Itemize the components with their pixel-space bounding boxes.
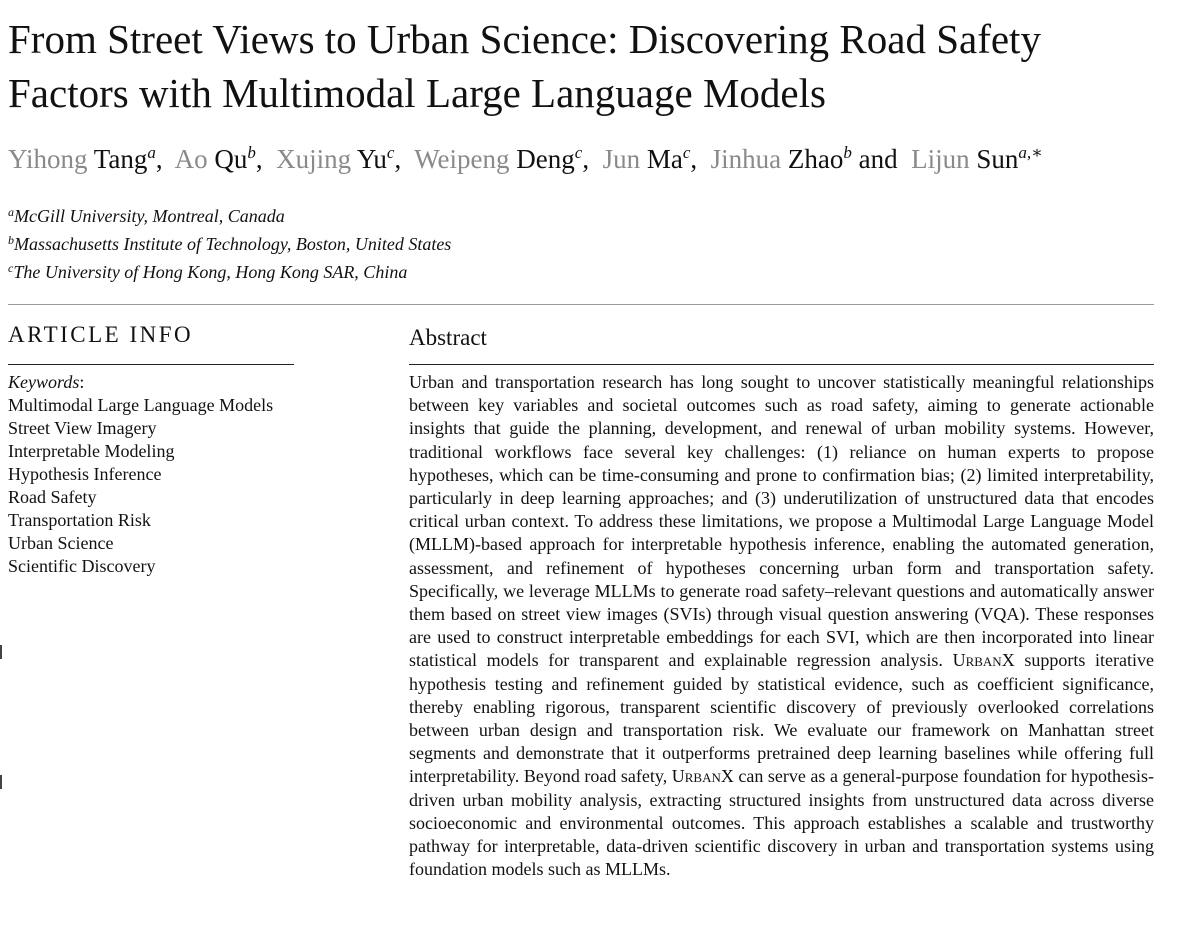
keyword-item: Scientific Discovery [8, 556, 156, 576]
affiliation-text: McGill University, Montreal, Canada [14, 206, 285, 226]
margin-mark [0, 775, 2, 789]
author-6 [711, 144, 852, 174]
affiliation-marker: b [247, 143, 256, 162]
author-separator: , [394, 144, 402, 174]
article-info-divider [8, 364, 294, 365]
keywords-section [8, 371, 388, 578]
author-given-name: Weipeng [414, 144, 510, 174]
author-given-name: Jinhua [710, 144, 782, 174]
affiliation-item [8, 202, 708, 230]
article-info-heading: ARTICLE INFO [8, 322, 194, 347]
affiliation-mark: b [8, 233, 14, 247]
abstract-body [409, 371, 1154, 881]
header-divider [8, 304, 1154, 305]
author-family-name: Zhao [787, 144, 844, 174]
author-family-name: Ma [646, 144, 683, 174]
author-separator: , [582, 144, 590, 174]
abstract-text-part-3: can serve as a general-purpose foundation for hypothesis-driven urban mobility analysis, extracting structured insights from unstructured data across diverse socioeconomic and environmental outcomes. This approach establishes a scalable and trustworthy pathway for interpretable, data-driven scientific discovery in urban and transportation systems using foundation models such as MLLMs. [409, 766, 1154, 880]
author-4 [414, 144, 582, 174]
author-5 [603, 144, 691, 174]
author-separator: , [690, 144, 698, 174]
affiliation-marker: b [843, 143, 852, 162]
author-1 [8, 144, 156, 174]
author-given-name: Lijun [911, 144, 970, 174]
affiliation-item [8, 230, 708, 258]
keyword-item: Multimodal Large Language Models [8, 395, 274, 415]
author-3 [276, 144, 394, 174]
author-family-name: Qu [214, 144, 248, 174]
margin-mark [0, 645, 2, 659]
keyword-item: Street View Imagery [8, 418, 157, 438]
affiliation-marker: c [386, 143, 395, 162]
author-family-name: Yu [356, 144, 387, 174]
affiliation-text: Massachusetts Institute of Technology, Boston, United States [14, 234, 452, 254]
author-given-name: Xujing [276, 144, 352, 174]
keywords-list [8, 394, 388, 578]
keyword-item: Interpretable Modeling [8, 441, 175, 461]
keyword-item: Urban Science [8, 533, 114, 553]
abstract-text-part-2: supports iterative hypothesis testing and refinement guided by statistical evidence, such as coefficient significance, thereby enabling rigorous, transparent scientific discovery of previously overlooked correlations between urban design and transportation risk. We evaluate our framework on Manhattan street segments and demonstrate that it outperforms pretrained deep learning baselines while offering full interpretability. Beyond road safety, [409, 650, 1154, 787]
affiliation-marker: c [682, 143, 691, 162]
system-name: UrbanX [671, 766, 734, 787]
affiliation-marker: a,∗ [1018, 143, 1043, 162]
author-7 [911, 144, 1043, 174]
abstract-text-part-1: Urban and transportation research has long sought to uncover statistically meaningful relationships between key variables and societal outcomes such as road safety, aiming to generate actionable insights that guide the planning, development, and renewal of urban mobility systems. However, traditional workflows face several key challenges: (1) reliance on human experts to propose hypotheses, which can be time-consuming and prone to confirmation bias; (2) limited interpretability, particularly in deep learning approaches; and (3) underutilization of unstructured data that encodes critical urban context. To address these limitations, we propose a Multimodal Large Language Model (MLLM)-based approach for interpretable hypothesis inference, enabling the automated generation, assessment, and refinement of hypotheses concerning urban form and transportation safety. Specifically, we leverage MLLMs to generate road safety–relevant questions and automatically answer them based on street view images (SVIs) through visual question answering (VQA). These responses are used to construct interpretable embeddings for each SVI, which are then incorporated into linear statistical models for transparent and explainable regression analysis. [409, 372, 1154, 671]
author-family-name: Tang [93, 144, 148, 174]
affiliation-mark: c [8, 261, 14, 275]
affiliation-marker: c [574, 143, 583, 162]
affiliation-mark: a [8, 205, 14, 219]
affiliation-text: The University of Hong Kong, Hong Kong SAR, China [13, 262, 408, 282]
abstract-heading: Abstract [409, 325, 487, 350]
keywords-label-row [8, 371, 388, 394]
author-conjunction: and [858, 144, 898, 174]
keyword-item: Road Safety [8, 487, 97, 507]
paper-title: From Street Views to Urban Science: Discovering Road Safety Factors with Multimodal Large Language Models [8, 16, 1041, 116]
author-given-name: Jun [602, 144, 641, 174]
system-name: UrbanX [952, 650, 1015, 671]
author-family-name: Sun [976, 144, 1019, 174]
keywords-colon: : [79, 372, 85, 392]
affiliation-item [8, 258, 708, 286]
author-2 [175, 144, 256, 174]
affiliation-marker: a [147, 143, 156, 162]
affiliation-list [8, 202, 708, 286]
keyword-item: Transportation Risk [8, 510, 151, 530]
author-separator: , [255, 144, 263, 174]
author-family-name: Deng [516, 144, 575, 174]
keywords-label: Keywords [8, 372, 80, 392]
author-given-name: Ao [174, 144, 208, 174]
abstract-divider [409, 364, 1154, 365]
keyword-item: Hypothesis Inference [8, 464, 162, 484]
author-separator: , [155, 144, 163, 174]
author-given-name: Yihong [8, 144, 88, 174]
author-list [8, 140, 1188, 178]
